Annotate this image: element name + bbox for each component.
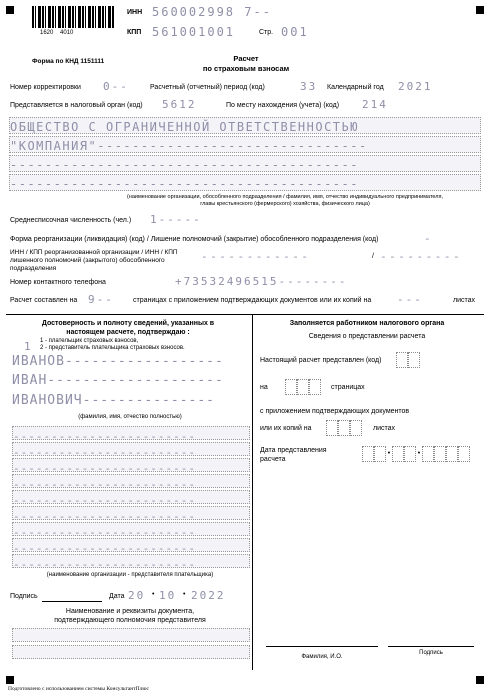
location-label: По месту нахождения (учета) (код) <box>226 102 340 109</box>
date-dot-1: • <box>152 591 155 598</box>
headcount-label: Среднесписочная численность (чел.) <box>10 217 132 224</box>
section-divider-middle <box>252 314 253 670</box>
right-heading: Заполняется работником налогового органа <box>289 320 445 327</box>
org-rep-line[interactable]: ------------------------ <box>12 538 250 552</box>
surname-value[interactable]: ИВАНОВ------------------ <box>12 354 224 369</box>
tax-organ-label: Представляется в налоговый орган (код) <box>10 102 143 109</box>
org-name-line-3: ---------------------------------------- <box>10 158 359 172</box>
submission-date-cells[interactable]: • • <box>362 446 470 462</box>
date-dot-2: • <box>183 591 186 598</box>
correction-label: Номер корректировки <box>10 84 81 91</box>
org-rep-line[interactable]: ------------------------ <box>12 490 250 504</box>
reorg-label: Форма реорганизации (ликвидация) (код) / Лишение полномочий (закрытие) обособленного подразделения (код) <box>10 236 379 243</box>
reorg-value[interactable]: - <box>424 232 432 245</box>
org-rep-line[interactable]: ------------------------ <box>12 554 250 568</box>
attach-label: с приложением подтверждающих документов <box>260 408 410 415</box>
year-label: Календарный год <box>327 84 384 91</box>
period-label: Расчетный (отчетный) период (код) <box>150 84 265 91</box>
form-subtitle: по страховым взносам <box>202 64 290 73</box>
signer-code[interactable]: 1 <box>24 340 32 353</box>
org-name-line-4: ---------------------------------------- <box>10 177 359 191</box>
org-name-line-2: "КОМПАНИЯ"------------------------------- <box>10 139 368 153</box>
date-month[interactable]: 10 <box>159 589 177 602</box>
barcode <box>32 6 114 28</box>
date-year[interactable]: 2022 <box>191 589 226 602</box>
kpp-label: КПП <box>127 29 142 36</box>
org-rep-caption: (наименование организации - представителя плательщика) <box>46 572 214 578</box>
signature-label: Подпись <box>10 593 38 600</box>
page-value: 001 <box>281 25 309 39</box>
submission-date-label: Дата представления расчета <box>260 447 327 463</box>
year-value[interactable]: 2021 <box>398 80 433 93</box>
pages-value[interactable]: 9-- <box>88 293 114 306</box>
right-subheading: Сведения о представлении расчета <box>308 333 426 340</box>
org-name-row-2[interactable] <box>9 136 481 153</box>
fio-line[interactable] <box>266 646 378 647</box>
org-caption: (наименование организации, обособленного подразделения / фамилия, имя, отчество индивидуального предпринимателя, главы крестьянского (фермерского) хозяйства, физического лица) <box>126 194 444 207</box>
sign-line[interactable] <box>388 646 474 647</box>
pages-cells[interactable] <box>285 379 321 395</box>
copies-label: или их копий на <box>260 425 312 432</box>
section-divider-top <box>6 314 484 315</box>
on-label: на <box>260 384 268 391</box>
signature-line[interactable] <box>42 601 102 602</box>
right-sign-caption: Подпись <box>419 650 443 656</box>
inn-kpp-reorg-label: ИНН / КПП реорганизованной организации / ИНН / КПП лишенного полномочий (закрытого) обособленного подразделения <box>10 249 178 272</box>
left-heading: Достоверность и полноту сведений, указанных в настоящем расчете, подтверждаю : <box>41 320 215 336</box>
org-rep-line[interactable]: ------------------------ <box>12 506 250 520</box>
phone-value[interactable]: +73532496515-------- <box>175 275 348 288</box>
pages-label-a: Расчет составлен на <box>10 297 78 304</box>
phone-label: Номер контактного телефона <box>10 279 106 286</box>
inn-kpp-reorg-separator: / <box>372 253 374 260</box>
date-day[interactable]: 20 <box>128 589 146 602</box>
corner-marker-bottom-left <box>6 676 14 684</box>
headcount-value[interactable]: 1----- <box>150 213 202 226</box>
org-name-row-4[interactable] <box>9 174 481 191</box>
doc-caption: Наименование и реквизиты документа, подтверждающего полномочия представителя <box>54 608 206 624</box>
org-rep-line[interactable]: ------------------------ <box>12 458 250 472</box>
sheets-value[interactable]: --- <box>397 293 423 306</box>
submitted-code-cells[interactable] <box>396 352 420 368</box>
org-rep-line[interactable]: ------------------------ <box>12 442 250 456</box>
location-value[interactable]: 214 <box>362 98 388 111</box>
org-rep-line[interactable]: ------------------------ <box>12 522 250 536</box>
right-sheets-label: листах <box>373 425 396 432</box>
page-label: Стр. <box>259 29 274 36</box>
org-name-line-1: ОБЩЕСТВО С ОГРАНИЧЕННОЙ ОТВЕТСТВЕННОСТЬЮ <box>10 120 359 134</box>
form-title: Расчет <box>233 54 259 63</box>
name-value[interactable]: ИВАН-------------------- <box>12 373 224 388</box>
inn-kpp-reorg-value-1[interactable]: ------------ <box>201 250 311 263</box>
patronymic-value[interactable]: ИВАНОВИЧ--------------- <box>12 393 216 408</box>
kpp-value: 561001001 <box>152 25 236 39</box>
inn-label: ИНН <box>127 9 143 16</box>
corner-marker-top-right <box>476 6 484 14</box>
doc-line-1[interactable] <box>12 628 250 642</box>
sheets-label: листах <box>453 297 476 304</box>
inn-kpp-reorg-value-2[interactable]: --------- <box>380 250 463 263</box>
footer-note: Подготовлено с использованием системы КонсультантПлюс <box>8 686 149 692</box>
form-code: Форма по КНД 1151111 <box>32 58 105 65</box>
right-fio-caption: Фамилия, И.О. <box>301 654 343 660</box>
date-label: Дата <box>109 593 125 600</box>
corner-marker-top-left <box>6 6 14 14</box>
correction-value[interactable]: 0-- <box>103 80 129 93</box>
doc-line-2[interactable] <box>12 645 250 659</box>
tax-organ-value[interactable]: 5612 <box>162 98 197 111</box>
fio-caption: (фамилия, имя, отчество полностью) <box>78 414 182 420</box>
org-name-row-1[interactable] <box>9 117 481 134</box>
right-pages-label: страницах <box>331 384 365 391</box>
pages-label-b: страницах с приложением подтверждающих документов или их копий на <box>133 297 372 304</box>
org-rep-line[interactable]: ------------------------ <box>12 426 250 440</box>
signer-option-1: 1 - плательщик страховых взносов, <box>40 338 139 344</box>
org-name-row-3[interactable] <box>9 155 481 172</box>
sheets-cells[interactable] <box>326 420 362 436</box>
period-value[interactable]: 33 <box>300 80 318 93</box>
org-rep-line[interactable]: ------------------------ <box>12 474 250 488</box>
corner-marker-bottom-right <box>476 676 484 684</box>
barcode-digits: 1620 4010 <box>40 30 74 36</box>
submitted-label: Настоящий расчет представлен (код) <box>260 357 382 364</box>
inn-value: 560002998 7-- <box>152 5 272 19</box>
signer-option-2: 2 - представитель плательщика страховых взносов. <box>40 345 185 351</box>
